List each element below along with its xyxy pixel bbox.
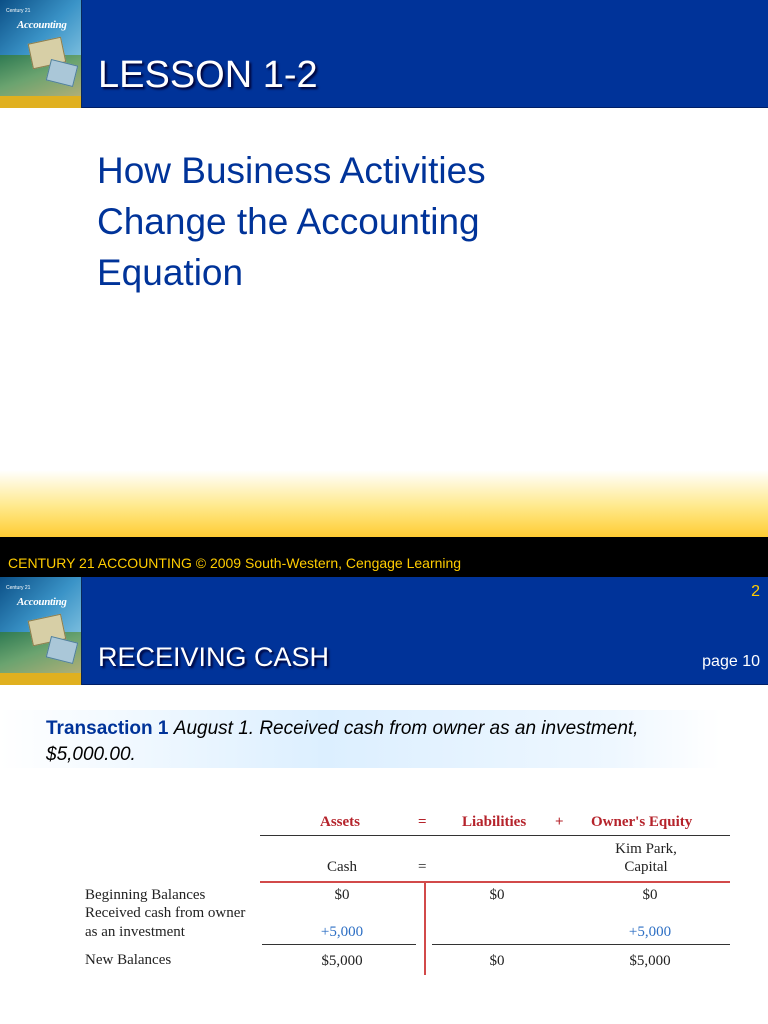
header-rule xyxy=(260,835,730,836)
copyright-text: CENTURY 21 ACCOUNTING © 2009 South-Western, Cengage Learning xyxy=(8,555,462,571)
cell-capital: $5,000 xyxy=(629,953,671,969)
decorative-gradient xyxy=(0,470,768,537)
title-bar xyxy=(82,0,768,108)
cell-cash: $5,000 xyxy=(321,953,363,969)
cell-capital-change: +5,000 xyxy=(628,924,672,940)
transaction-description: August 1. Received cash from owner as an investment, $5,000.00. xyxy=(46,718,639,765)
subtotal-rule xyxy=(432,944,730,945)
textbook-cover-image: Century 21 Accounting xyxy=(0,0,82,108)
transaction-label: Transaction 1 xyxy=(46,718,169,739)
account-cash: Cash xyxy=(327,859,357,875)
cell-cash: $0 xyxy=(334,887,350,903)
header-plus: + xyxy=(555,814,564,830)
lesson-title: LESSON 1-2 xyxy=(98,54,318,96)
row-label: Received cash from owner xyxy=(85,905,246,921)
header-owners-equity: Owner's Equity xyxy=(591,814,693,830)
row-label: Beginning Balances xyxy=(85,887,206,903)
page-reference: page 10 xyxy=(702,653,760,670)
cell-liabilities: $0 xyxy=(489,953,505,969)
subtitle-line: How Business Activities xyxy=(97,150,486,191)
accounting-equation-table xyxy=(0,577,768,1024)
slide-number: 2 xyxy=(751,583,760,600)
cell-liabilities: $0 xyxy=(489,887,505,903)
subtitle-line: Change the Accounting xyxy=(97,201,480,242)
account-capital-name: Kim Park, xyxy=(615,841,677,857)
row-label: as an investment xyxy=(85,924,185,940)
cover-title: Accounting xyxy=(17,596,67,608)
account-equals: = xyxy=(418,859,427,875)
slide-title: RECEIVING CASH xyxy=(98,642,330,672)
account-capital: Capital xyxy=(624,859,668,875)
cell-cash-change: +5,000 xyxy=(320,924,364,940)
footer-bar xyxy=(0,537,768,577)
header-assets: Assets xyxy=(320,814,360,830)
header-liabilities: Liabilities xyxy=(462,814,527,830)
account-rule xyxy=(260,881,730,883)
textbook-cover-image: Century 21 Accounting xyxy=(0,577,82,685)
cell-capital: $0 xyxy=(642,887,658,903)
cover-title: Accounting xyxy=(17,19,67,31)
slide-receiving-cash xyxy=(0,577,768,1024)
subtotal-rule xyxy=(262,944,416,945)
lesson-subtitle xyxy=(97,145,697,298)
equation-divider xyxy=(424,882,426,975)
header-equals: = xyxy=(418,814,427,830)
row-label: New Balances xyxy=(85,952,172,968)
subtitle-line: Equation xyxy=(97,252,244,293)
